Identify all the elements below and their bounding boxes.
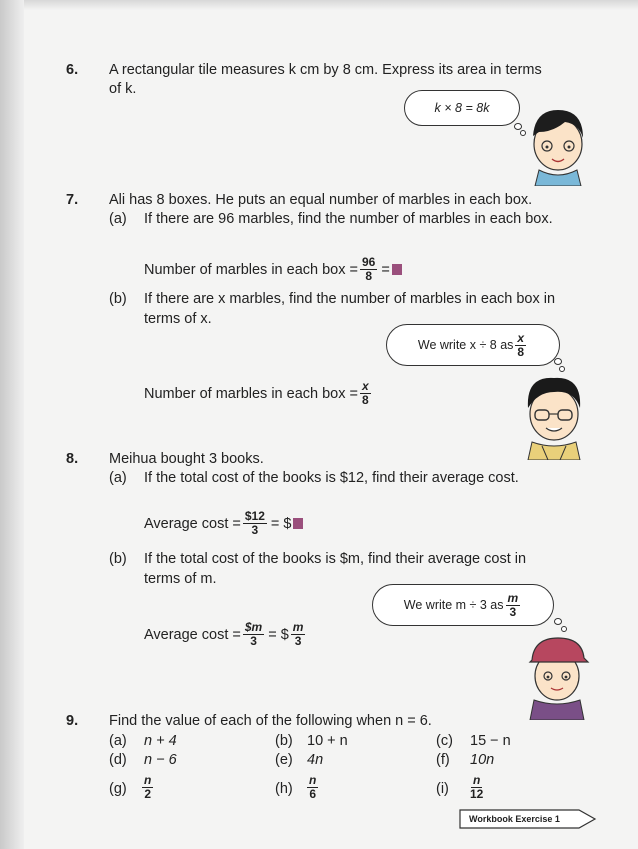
q9-number: 9. (66, 713, 79, 729)
q8b-fraction (243, 621, 264, 648)
q7b-bubble-text: We write x ÷ 8 as (417, 338, 514, 352)
q8b-line2: terms of m. (144, 571, 217, 587)
answer-box[interactable] (293, 518, 303, 529)
q8a-answer-line (144, 510, 303, 537)
q6-thought-bubble (404, 90, 520, 126)
boy-with-glasses-illustration (518, 370, 590, 460)
girl-illustration (525, 102, 591, 186)
bubble-dot (514, 123, 522, 130)
q7a-answer-label: Number of marbles in each box = (144, 261, 358, 278)
scan-top-edge (0, 0, 638, 10)
q8b-answer-label: Average cost = (144, 626, 241, 643)
q9f-expr: 10n (470, 752, 495, 768)
q7b-thought-bubble (386, 324, 560, 366)
q8a-frac-den: 3 (251, 523, 259, 537)
q9h-expr (305, 774, 320, 801)
q9g-num: n (144, 773, 152, 787)
q8-intro: Meihua bought 3 books. (109, 451, 264, 467)
q7b-label: (b) (109, 291, 127, 307)
q7b-frac-den: 8 (361, 393, 369, 407)
q8b-bubble-den: 3 (509, 604, 517, 619)
q8b-bubble-text: We write m ÷ 3 as (403, 598, 504, 612)
q9-intro: Find the value of each of the following when n = 6. (109, 713, 432, 729)
q7b-answer-label: Number of marbles in each box = (144, 385, 358, 402)
q8b-res-num: m (292, 620, 304, 634)
workbook-exercise-label: Workbook Exercise 1 (469, 814, 560, 824)
q7a-text: If there are 96 marbles, find the number of marbles in each box. (144, 211, 553, 227)
q7b-answer-line (144, 380, 373, 407)
q9d-label: (d) (109, 752, 127, 768)
bubble-dot (554, 618, 562, 625)
q6-line2: of k. (109, 81, 137, 97)
q8b-bubble-num: m (507, 590, 519, 605)
q8b-label: (b) (109, 551, 127, 567)
q6-line1: A rectangular tile measures k cm by 8 cm. Express its area in terms (109, 62, 542, 78)
q7b-bubble-num: x (517, 330, 525, 345)
q9a-label: (a) (109, 733, 127, 749)
q8b-res-den: 3 (294, 634, 302, 648)
q9h-num: n (309, 773, 317, 787)
q7b-line1: If there are x marbles, find the number of marbles in each box in (144, 291, 556, 307)
q8b-result: = $ (268, 626, 289, 643)
q8b-result-fraction (291, 621, 306, 648)
q8-number: 8. (66, 451, 79, 467)
q7b-bubble-fraction (515, 332, 526, 359)
q7a-frac-num: 96 (361, 255, 376, 269)
q9g-label: (g) (109, 781, 127, 797)
q9e-expr: 4n (307, 752, 324, 768)
scan-binding-edge (0, 0, 24, 849)
q8a-text: If the total cost of the books is $12, find their average cost. (144, 470, 519, 486)
q7b-frac-num: x (361, 379, 369, 393)
bubble-dot (554, 358, 562, 365)
q8b-bubble-fraction (506, 592, 521, 619)
q9g-expr (140, 774, 155, 801)
q8b-line1: If the total cost of the books is $m, find their average cost in (144, 551, 527, 567)
q7-number: 7. (66, 192, 79, 208)
q8a-result: = $ (270, 515, 292, 532)
q9c-expr: 15 − n (470, 733, 511, 749)
q9c-label: (c) (436, 733, 453, 749)
q9f-label: (f) (436, 752, 450, 768)
q6-number: 6. (66, 62, 79, 78)
q9d-expr: n − 6 (144, 752, 177, 768)
q8a-fraction (243, 510, 267, 537)
q8b-frac-num: $m (244, 620, 263, 634)
q9h-den: 6 (309, 787, 317, 801)
q9i-num: n (473, 773, 481, 787)
q7b-line2: terms of x. (144, 311, 212, 327)
q9h-label: (h) (275, 781, 293, 797)
q8a-label: (a) (109, 470, 127, 486)
q7a-label: (a) (109, 211, 127, 227)
q7b-fraction (360, 380, 371, 407)
q6-bubble-text: k × 8 = 8k (434, 101, 490, 115)
q9b-label: (b) (275, 733, 293, 749)
q7a-answer-line: Number of marbles in each box = $\frac{96}{8}$ = (144, 256, 402, 283)
q7b-bubble-den: 8 (517, 344, 525, 359)
q7a-frac-den: 8 (365, 269, 372, 283)
q9e-label: (e) (275, 752, 293, 768)
q9b-expr: 10 + n (307, 733, 348, 749)
q8b-answer-line (144, 621, 307, 648)
q8a-frac-num: $12 (244, 509, 265, 523)
boy-with-cap-illustration (522, 630, 592, 720)
q9g-den: 2 (144, 787, 152, 801)
q7a-fraction (360, 256, 377, 283)
q9a-expr: n + 4 (144, 733, 177, 749)
q8b-thought-bubble (372, 584, 554, 626)
q9i-label: (i) (436, 781, 449, 797)
q8b-frac-den: 3 (250, 634, 257, 648)
q9i-expr (466, 774, 487, 801)
answer-box[interactable] (392, 264, 402, 275)
q9i-den: 12 (470, 787, 484, 801)
q7-intro: Ali has 8 boxes. He puts an equal number of marbles in each box. (109, 192, 533, 208)
q8a-answer-label: Average cost = (144, 515, 241, 532)
